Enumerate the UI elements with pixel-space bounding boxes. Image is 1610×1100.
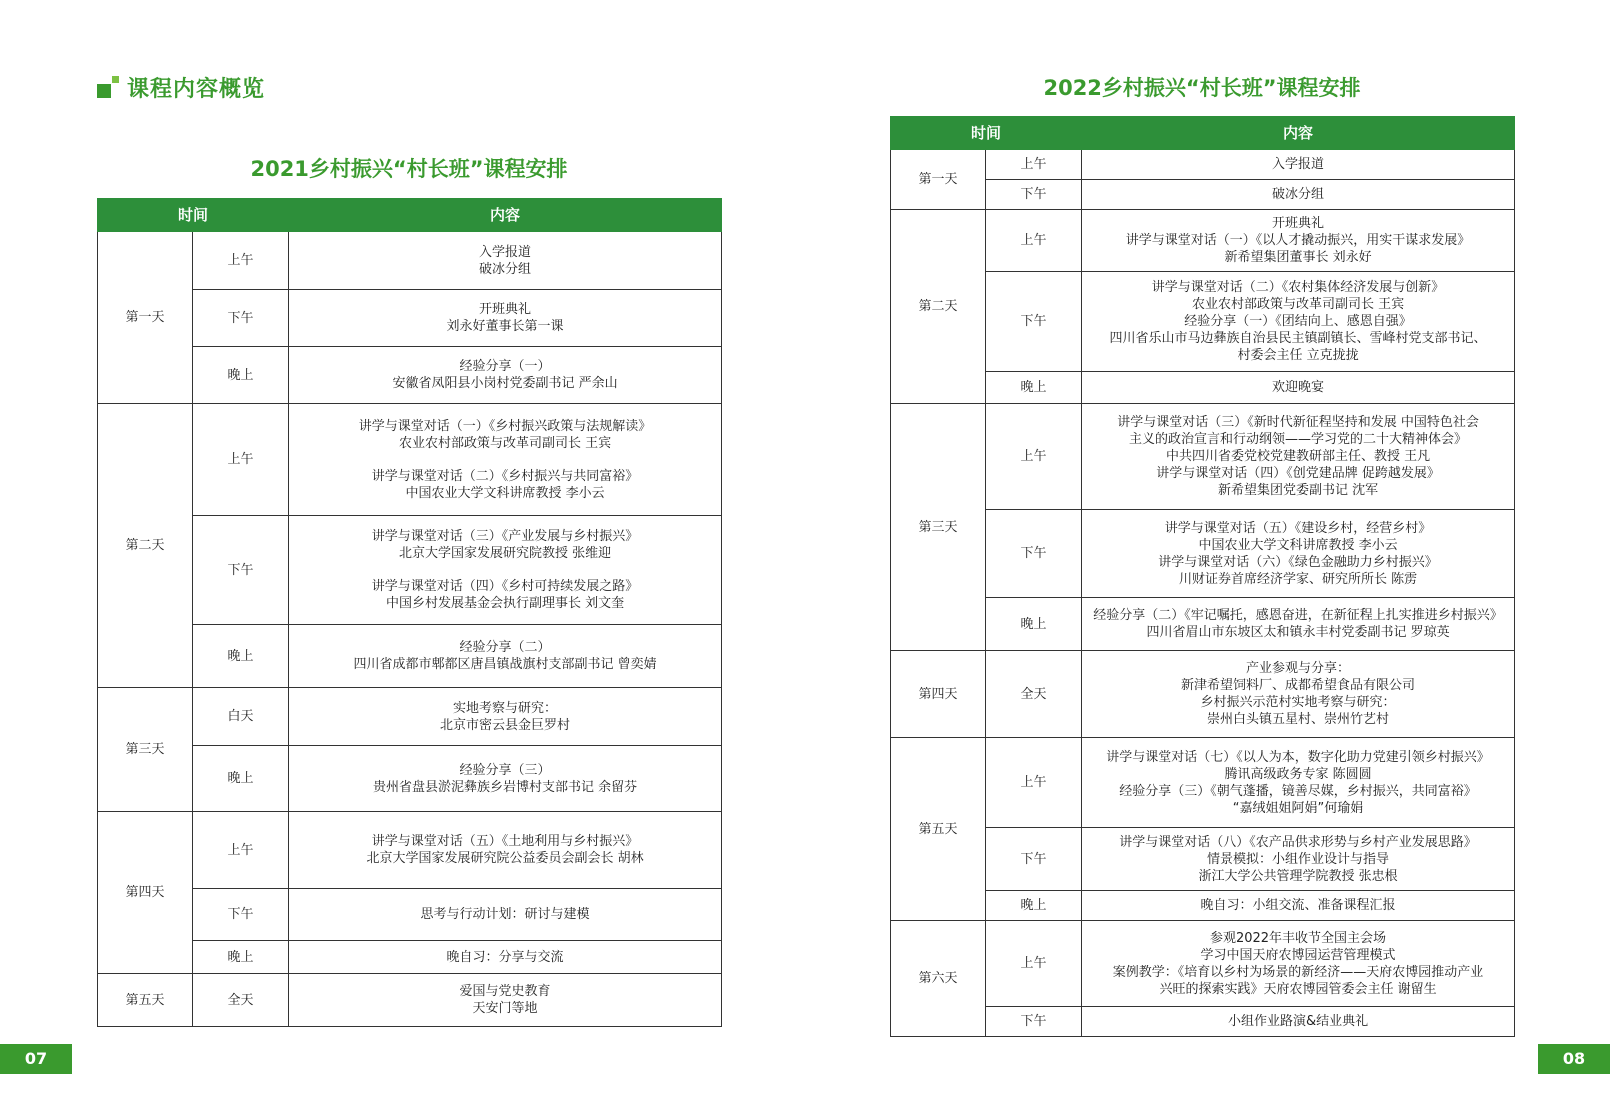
day-cell: 第四天 — [98, 812, 193, 974]
time-slot-cell: 晚上 — [193, 746, 289, 812]
content-line: 四川省眉山市东坡区太和镇永丰村党委副书记 罗琼英 — [1146, 625, 1450, 640]
content-line: 北京市密云县金巨罗村 — [440, 717, 571, 733]
content-line: 参观2022年丰收节全国主会场 — [1209, 930, 1387, 946]
time-slot-cell: 白天 — [193, 688, 289, 746]
content-cell — [1082, 1007, 1515, 1037]
content-line: 新希望集团党委副书记 沈军 — [1217, 483, 1379, 498]
content-line: 讲学与课堂对话（三）《产业发展与乡村振兴》 — [371, 529, 639, 544]
content-line: 讲学与课堂对话（一）《以人才撬动振兴，用实干谋求发展》 — [1125, 233, 1471, 248]
content-cell — [1082, 738, 1515, 828]
content-cell — [1082, 651, 1515, 738]
table-header-row — [891, 117, 1515, 150]
content-cell — [1082, 372, 1515, 404]
time-slot-cell: 晚上 — [986, 372, 1082, 404]
time-slot-cell: 全天 — [193, 974, 289, 1027]
time-slot-cell: 上午 — [986, 921, 1082, 1007]
time-slot-cell: 全天 — [986, 651, 1082, 738]
content-cell — [1082, 891, 1515, 921]
time-slot-cell: 下午 — [986, 510, 1082, 598]
table-row — [98, 812, 722, 889]
content-line: 讲学与课堂对话（五）《建设乡村，经营乡村》 — [1164, 520, 1432, 536]
content-line: 开班典礼 — [479, 302, 532, 317]
content-cell — [289, 516, 722, 625]
day-cell: 第一天 — [891, 150, 986, 210]
content-cell — [1082, 921, 1515, 1007]
time-slot-cell: 上午 — [193, 812, 289, 889]
time-slot-cell: 晚上 — [986, 598, 1082, 651]
day-cell: 第五天 — [98, 974, 193, 1027]
content-line: 贵州省盘县淤泥彝族乡岩博村支部书记 余留芬 — [372, 779, 638, 795]
content-line: 产业参观与分享： — [1246, 661, 1351, 676]
day-cell: 第五天 — [891, 738, 986, 921]
content-line: 学习中国天府农博园运营管理模式 — [1200, 947, 1396, 963]
content-line: 经验分享（二） — [459, 640, 551, 655]
schedule-2022-title: 2022乡村振兴“村长班”课程安排 — [1043, 76, 1361, 100]
content-line: 新希望集团董事长 刘永好 — [1224, 250, 1372, 265]
header-content: 内容 — [1082, 117, 1515, 150]
content-line: 安徽省凤阳县小岗村党委副书记 严余山 — [392, 376, 618, 391]
time-slot-cell: 上午 — [986, 404, 1082, 510]
content-line: 讲学与课堂对话（二）《农村集体经济发展与创新》 — [1151, 280, 1445, 295]
content-line: 四川省乐山市马边彝族自治县民主镇副镇长、雪峰村党支部书记、 — [1109, 331, 1487, 346]
content-line: 开班典礼 — [1272, 216, 1325, 231]
content-line: 破冰分组 — [479, 261, 532, 277]
table-row — [98, 232, 722, 290]
table-row — [891, 738, 1515, 828]
content-line: 小组作业路演&结业典礼 — [1227, 1014, 1369, 1029]
day-cell: 第四天 — [891, 651, 986, 738]
content-line: 乡村振兴示范村实地考察与研究： — [1200, 695, 1396, 710]
content-cell — [1082, 404, 1515, 510]
time-slot-cell: 上午 — [193, 404, 289, 516]
day-cell: 第三天 — [891, 404, 986, 651]
content-line: 崇州白头镇五星村、崇州竹艺村 — [1207, 712, 1390, 727]
content-line: 经验分享（一） — [459, 359, 551, 374]
content-line: 晚自习：小组交流、准备课程汇报 — [1200, 898, 1396, 913]
content-cell — [1082, 210, 1515, 272]
content-line: 北京大学国家发展研究院公益委员会副会长 胡林 — [366, 851, 644, 866]
content-cell — [1082, 510, 1515, 598]
day-cell: 第二天 — [98, 404, 193, 688]
content-line: 讲学与课堂对话（二）《乡村振兴与共同富裕》 — [371, 468, 639, 484]
header-time: 时间 — [891, 117, 1082, 150]
content-line: 经验分享（三） — [459, 762, 551, 778]
content-line: 经验分享（二）《牢记嘱托，感恩奋进，在新征程上扎实推进乡村振兴》 — [1093, 608, 1503, 623]
day-cell: 第六天 — [891, 921, 986, 1037]
content-line: 刘永好董事长第一课 — [446, 319, 564, 334]
time-slot-cell: 下午 — [193, 889, 289, 941]
content-line: 四川省成都市郫都区唐昌镇战旗村支部副书记 曾奕婧 — [353, 657, 657, 672]
content-line: 情景模拟：小组作业设计与指导 — [1207, 851, 1390, 867]
content-line: 村委会主任 立克拢拢 — [1237, 348, 1359, 363]
schedule-2021-table — [97, 198, 722, 1027]
content-line: 兴旺的探索实践》天府农博园管委会主任 谢留生 — [1159, 981, 1437, 997]
content-line: 浙江大学公共管理学院教授 张忠根 — [1198, 868, 1398, 884]
content-line: 晚自习：分享与交流 — [446, 949, 564, 965]
time-slot-cell: 下午 — [986, 180, 1082, 210]
content-line: 讲学与课堂对话（八）《农产品供求形势与乡村产业发展思路》 — [1119, 834, 1477, 850]
time-slot-cell: 上午 — [986, 210, 1082, 272]
content-line: 农业农村部政策与改革司副司长 王宾 — [1191, 297, 1405, 312]
content-line: 经验分享（一）《团结向上、感恩自强》 — [1184, 314, 1412, 329]
time-slot-cell: 晚上 — [193, 625, 289, 688]
content-line: 破冰分组 — [1272, 187, 1325, 202]
schedule-2021-title: 2021乡村振兴“村长班”课程安排 — [250, 157, 568, 181]
content-line: 讲学与课堂对话（一）《乡村振兴政策与法规解读》 — [358, 418, 652, 434]
content-cell — [289, 812, 722, 889]
content-line: “嘉绒姐姐阿娟”何瑜娟 — [1232, 800, 1364, 816]
table-row — [98, 404, 722, 516]
time-slot-cell: 晚上 — [193, 941, 289, 974]
content-line: 主义的政治宣言和行动纲领——学习党的二十大精神体会》 — [1129, 432, 1468, 447]
content-cell — [1082, 180, 1515, 210]
time-slot-cell: 下午 — [193, 290, 289, 347]
time-slot-cell: 上午 — [193, 232, 289, 290]
table-row — [891, 404, 1515, 510]
section-header — [97, 72, 265, 102]
content-cell — [1082, 828, 1515, 891]
content-cell — [289, 404, 722, 516]
content-cell — [289, 688, 722, 746]
page-number-right: 08 — [1538, 1044, 1610, 1074]
content-line: 讲学与课堂对话（六）《绿色金融助力乡村振兴》 — [1158, 554, 1438, 570]
content-line: 北京大学国家发展研究院教授 张维迎 — [398, 546, 612, 561]
table-header-row — [98, 199, 722, 232]
time-slot-cell: 上午 — [986, 150, 1082, 180]
content-line: 思考与行动计划：研讨与建模 — [420, 907, 590, 922]
content-line: 川财证券首席经济学家、研究所所长 陈雳 — [1178, 571, 1418, 587]
header-content: 内容 — [289, 199, 722, 232]
content-line: 入学报道 — [1272, 157, 1325, 172]
content-cell — [289, 625, 722, 688]
content-cell — [289, 974, 722, 1027]
content-line: 农业农村部政策与改革司副司长 王宾 — [398, 435, 612, 451]
content-line: 讲学与课堂对话（三）《新时代新征程坚持和发展 中国特色社会 — [1117, 415, 1479, 430]
content-line: 实地考察与研究： — [453, 700, 558, 716]
content-line: 中国农业大学文科讲席教授 李小云 — [405, 485, 605, 501]
content-gap — [293, 452, 717, 468]
table-row — [891, 150, 1515, 180]
content-line: 中国乡村发展基金会执行副理事长 刘文奎 — [385, 596, 625, 611]
time-slot-cell: 下午 — [193, 516, 289, 625]
day-cell: 第三天 — [98, 688, 193, 812]
content-line: 中共四川省委党校党建教研部主任、教授 王凡 — [1165, 449, 1431, 464]
content-line: 入学报道 — [479, 244, 532, 260]
time-slot-cell: 下午 — [986, 828, 1082, 891]
content-cell — [289, 232, 722, 290]
content-cell — [289, 746, 722, 812]
day-cell: 第一天 — [98, 232, 193, 404]
content-gap — [293, 562, 717, 578]
content-line: 经验分享（三）《朝气蓬播，镜善尽媒，乡村振兴，共同富裕》 — [1119, 783, 1477, 799]
content-cell — [1082, 150, 1515, 180]
content-line: 天安门等地 — [472, 1001, 538, 1016]
table-row — [98, 688, 722, 746]
time-slot-cell: 晚上 — [193, 347, 289, 404]
content-line: 讲学与课堂对话（四）《创党建品牌 促跨越发展》 — [1156, 466, 1440, 481]
time-slot-cell: 晚上 — [986, 891, 1082, 921]
content-line: 爱国与党史教育 — [459, 984, 551, 999]
content-cell — [289, 290, 722, 347]
content-cell — [289, 347, 722, 404]
table-row — [891, 210, 1515, 272]
content-line: 讲学与课堂对话（七）《以人为本，数字化助力党建引领乡村振兴》 — [1106, 749, 1490, 765]
page-number-left: 07 — [0, 1044, 72, 1074]
time-slot-cell: 上午 — [986, 738, 1082, 828]
section-title: 课程内容概览 — [127, 76, 266, 102]
content-line: 新津希望饲料厂、成都希望食品有限公司 — [1181, 678, 1416, 693]
table-row — [891, 651, 1515, 738]
time-slot-cell: 下午 — [986, 1007, 1082, 1037]
content-cell — [1082, 272, 1515, 372]
schedule-2022-table — [890, 116, 1515, 1037]
content-line: 案例教学：《培育以乡村为场景的新经济——天府农博园推动产业 — [1112, 964, 1484, 980]
content-line: 中国农业大学文科讲席教授 李小云 — [1198, 537, 1398, 553]
section-square-icon — [97, 76, 119, 98]
table-row — [98, 974, 722, 1027]
content-line: 讲学与课堂对话（四）《乡村可持续发展之路》 — [371, 579, 639, 594]
day-cell: 第二天 — [891, 210, 986, 404]
table-row — [891, 921, 1515, 1007]
header-time: 时间 — [98, 199, 289, 232]
content-cell — [289, 941, 722, 974]
content-cell — [1082, 598, 1515, 651]
content-cell — [289, 889, 722, 941]
content-line: 腾讯高级政务专家 陈圆圆 — [1224, 766, 1372, 782]
content-line: 欢迎晚宴 — [1272, 380, 1325, 395]
time-slot-cell: 下午 — [986, 272, 1082, 372]
content-line: 讲学与课堂对话（五）《土地利用与乡村振兴》 — [371, 834, 639, 849]
